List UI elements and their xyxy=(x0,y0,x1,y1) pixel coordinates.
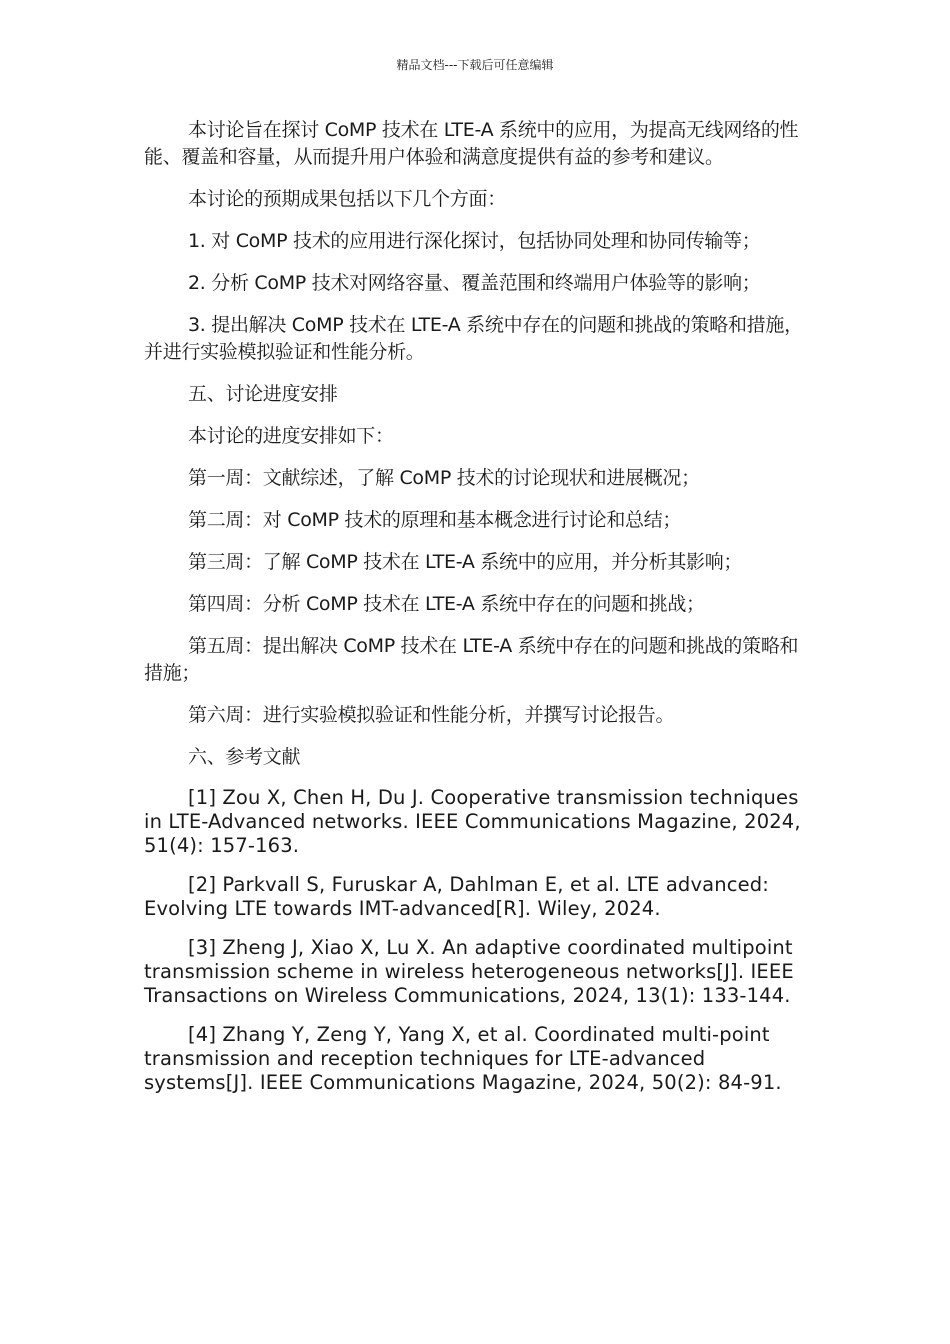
outcome-item-3: 3. 提出解决 CoMP 技术在 LTE-A 系统中存在的问题和挑战的策略和措施，并进行实验模拟验证和性能分析。 xyxy=(144,314,803,363)
schedule-week-2: 第二周：对 CoMP 技术的原理和基本概念进行讨论和总结； xyxy=(188,509,682,531)
outcome-item-1: 1. 对 CoMP 技术的应用进行深化探讨，包括协同处理和协同传输等； xyxy=(188,230,761,252)
document-body xyxy=(144,117,812,1110)
reference-item-4: [4] Zhang Y, Zeng Y, Yang X, et al. Coordinated multi-point transmission and reception techniques for LTE-advanced systems[J]. IEEE Communications Magazine, 2024, 50(2): 84-91. xyxy=(144,1023,782,1094)
reference-item-1: [1] Zou X, Chen H, Du J. Cooperative transmission techniques in LTE-Advanced networks. IEEE Communications Magazine, 2024, 51(4): 157-163. xyxy=(144,786,801,857)
page-header: 精品文档---下载后可任意编辑 xyxy=(396,58,554,72)
schedule-week-5: 第五周：提出解决 CoMP 技术在 LTE-A 系统中存在的问题和挑战的策略和措施； xyxy=(144,635,799,684)
schedule-week-1: 第一周：文献综述，了解 CoMP 技术的讨论现状和进展概况； xyxy=(188,467,700,489)
reference-item-3: [3] Zheng J, Xiao X, Lu X. An adaptive coordinated multipoint transmission scheme in wireless heterogeneous networks[J]. IEEE Transactions on Wireless Communications, 2024, 13(1): 133-144. xyxy=(144,936,794,1007)
paragraph-schedule-intro: 本讨论的进度安排如下： xyxy=(188,425,394,447)
paragraph-research-aim: 本讨论旨在探讨 CoMP 技术在 LTE-A 系统中的应用，为提高无线网络的性能、覆盖和容量，从而提升用户体验和满意度提供有益的参考和建议。 xyxy=(144,119,799,168)
schedule-week-3: 第三周：了解 CoMP 技术在 LTE-A 系统中的应用，并分析其影响； xyxy=(188,551,743,573)
schedule-week-4: 第四周：分析 CoMP 技术在 LTE-A 系统中存在的问题和挑战； xyxy=(188,593,705,615)
schedule-week-6: 第六周：进行实验模拟验证和性能分析，并撰写讨论报告。 xyxy=(188,704,675,726)
outcome-item-2: 2. 分析 CoMP 技术对网络容量、覆盖范围和终端用户体验等的影响； xyxy=(188,272,761,294)
section-heading-references: 六、参考文献 xyxy=(188,746,301,768)
reference-item-2: [2] Parkvall S, Furuskar A, Dahlman E, et al. LTE advanced: Evolving LTE towards IMT-advanced[R]. Wiley, 2024. xyxy=(144,873,770,920)
section-heading-schedule: 五、讨论进度安排 xyxy=(188,383,338,405)
paragraph-expected-outcomes-intro: 本讨论的预期成果包括以下几个方面： xyxy=(188,188,506,210)
